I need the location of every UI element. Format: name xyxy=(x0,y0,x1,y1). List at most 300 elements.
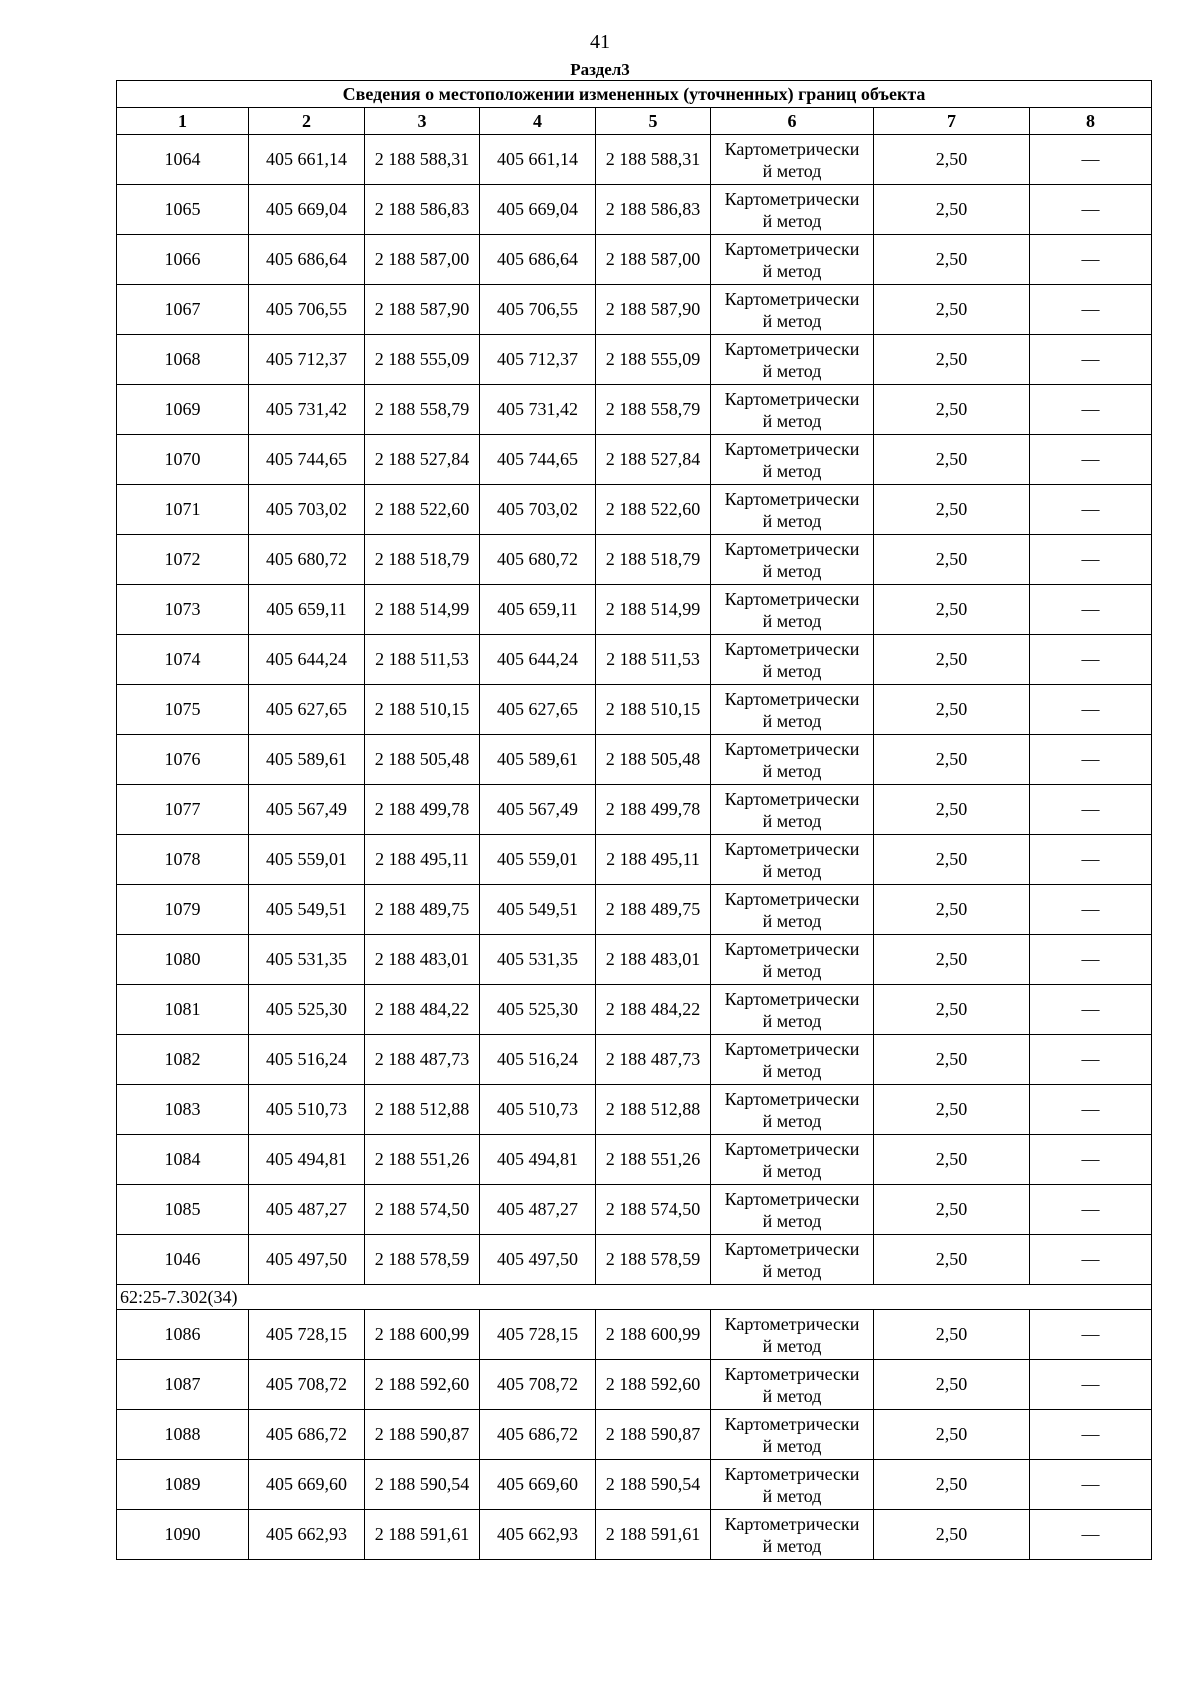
note-cell: — xyxy=(1030,185,1152,235)
coord-x-new-cell: 405 686,64 xyxy=(480,235,596,285)
method-line-1: Картометрически xyxy=(724,1088,860,1109)
coord-x-new-cell: 405 644,24 xyxy=(480,635,596,685)
note-cell: — xyxy=(1030,635,1152,685)
coord-y-new-cell: 2 188 511,53 xyxy=(596,635,711,685)
point-id-cell: 1067 xyxy=(117,285,249,335)
accuracy-cell: 2,50 xyxy=(874,835,1030,885)
method-cell xyxy=(711,935,874,985)
method-line-2: й метод xyxy=(762,1210,822,1231)
method-line-2: й метод xyxy=(762,660,822,681)
method-cell xyxy=(711,835,874,885)
note-cell: — xyxy=(1030,1185,1152,1235)
method-line-1: Картометрически xyxy=(724,538,860,559)
note-cell: — xyxy=(1030,685,1152,735)
coord-x-old-cell: 405 549,51 xyxy=(249,885,365,935)
accuracy-cell: 2,50 xyxy=(874,785,1030,835)
coord-x-new-cell: 405 744,65 xyxy=(480,435,596,485)
method-cell xyxy=(711,1410,874,1460)
column-number: 7 xyxy=(874,108,1030,135)
method-line-2: й метод xyxy=(762,1110,822,1131)
method-line-1: Картометрически xyxy=(724,1038,860,1059)
method-line-1: Картометрически xyxy=(724,138,860,159)
coord-y-old-cell: 2 188 514,99 xyxy=(365,585,480,635)
point-id-cell: 1085 xyxy=(117,1185,249,1235)
accuracy-cell: 2,50 xyxy=(874,1360,1030,1410)
coord-y-old-cell: 2 188 483,01 xyxy=(365,935,480,985)
coord-x-old-cell: 405 525,30 xyxy=(249,985,365,1035)
table-row xyxy=(117,335,1152,385)
coord-y-new-cell: 2 188 518,79 xyxy=(596,535,711,585)
point-id-cell: 1068 xyxy=(117,335,249,385)
coord-x-old-cell: 405 708,72 xyxy=(249,1360,365,1410)
method-cell xyxy=(711,635,874,685)
coord-y-new-cell: 2 188 489,75 xyxy=(596,885,711,935)
table-row xyxy=(117,785,1152,835)
accuracy-cell: 2,50 xyxy=(874,285,1030,335)
accuracy-cell: 2,50 xyxy=(874,385,1030,435)
coord-y-new-cell: 2 188 555,09 xyxy=(596,335,711,385)
method-line-2: й метод xyxy=(762,860,822,881)
point-id-cell: 1066 xyxy=(117,235,249,285)
coord-x-old-cell: 405 627,65 xyxy=(249,685,365,735)
coord-x-new-cell: 405 706,55 xyxy=(480,285,596,335)
coord-x-old-cell: 405 744,65 xyxy=(249,435,365,485)
note-cell: — xyxy=(1030,835,1152,885)
coord-y-old-cell: 2 188 578,59 xyxy=(365,1235,480,1285)
coord-x-old-cell: 405 531,35 xyxy=(249,935,365,985)
point-id-cell: 1081 xyxy=(117,985,249,1035)
accuracy-cell: 2,50 xyxy=(874,235,1030,285)
table-row xyxy=(117,1185,1152,1235)
note-cell: — xyxy=(1030,535,1152,585)
coord-x-old-cell: 405 728,15 xyxy=(249,1310,365,1360)
table-row xyxy=(117,685,1152,735)
method-cell xyxy=(711,1035,874,1085)
column-number: 2 xyxy=(249,108,365,135)
coord-y-new-cell: 2 188 574,50 xyxy=(596,1185,711,1235)
point-id-cell: 1065 xyxy=(117,185,249,235)
coord-x-old-cell: 405 559,01 xyxy=(249,835,365,885)
note-cell: — xyxy=(1030,335,1152,385)
note-cell: — xyxy=(1030,385,1152,435)
method-cell xyxy=(711,1360,874,1410)
coord-x-new-cell: 405 661,14 xyxy=(480,135,596,185)
point-id-cell: 1069 xyxy=(117,385,249,435)
coord-y-old-cell: 2 188 586,83 xyxy=(365,185,480,235)
coord-x-new-cell: 405 516,24 xyxy=(480,1035,596,1085)
method-line-2: й метод xyxy=(762,460,822,481)
table-row xyxy=(117,985,1152,1035)
method-line-2: й метод xyxy=(762,560,822,581)
method-cell xyxy=(711,235,874,285)
note-cell: — xyxy=(1030,1510,1152,1560)
point-id-cell: 1086 xyxy=(117,1310,249,1360)
table-body xyxy=(117,135,1152,1560)
coord-y-new-cell: 2 188 587,00 xyxy=(596,235,711,285)
method-line-2: й метод xyxy=(762,1535,822,1556)
coord-x-old-cell: 405 706,55 xyxy=(249,285,365,335)
coord-y-old-cell: 2 188 522,60 xyxy=(365,485,480,535)
method-line-2: й метод xyxy=(762,710,822,731)
accuracy-cell: 2,50 xyxy=(874,1085,1030,1135)
column-number-row xyxy=(117,108,1152,135)
method-line-1: Картометрически xyxy=(724,638,860,659)
coord-y-old-cell: 2 188 511,53 xyxy=(365,635,480,685)
method-line-1: Картометрически xyxy=(724,788,860,809)
column-number: 5 xyxy=(596,108,711,135)
note-cell: — xyxy=(1030,1410,1152,1460)
coord-y-new-cell: 2 188 512,88 xyxy=(596,1085,711,1135)
method-line-2: й метод xyxy=(762,310,822,331)
coord-y-new-cell: 2 188 514,99 xyxy=(596,585,711,635)
table-row xyxy=(117,285,1152,335)
note-cell: — xyxy=(1030,1235,1152,1285)
coord-x-new-cell: 405 662,93 xyxy=(480,1510,596,1560)
table-row xyxy=(117,1035,1152,1085)
method-cell xyxy=(711,385,874,435)
method-cell xyxy=(711,1310,874,1360)
point-id-cell: 1076 xyxy=(117,735,249,785)
coord-x-new-cell: 405 497,50 xyxy=(480,1235,596,1285)
coord-x-old-cell: 405 589,61 xyxy=(249,735,365,785)
point-id-cell: 1073 xyxy=(117,585,249,635)
coord-x-new-cell: 405 728,15 xyxy=(480,1310,596,1360)
coord-y-new-cell: 2 188 487,73 xyxy=(596,1035,711,1085)
table-row xyxy=(117,135,1152,185)
coord-x-new-cell: 405 549,51 xyxy=(480,885,596,935)
coord-x-old-cell: 405 567,49 xyxy=(249,785,365,835)
table-row xyxy=(117,385,1152,435)
note-cell: — xyxy=(1030,135,1152,185)
accuracy-cell: 2,50 xyxy=(874,1510,1030,1560)
coord-x-old-cell: 405 712,37 xyxy=(249,335,365,385)
coord-x-old-cell: 405 510,73 xyxy=(249,1085,365,1135)
coord-x-old-cell: 405 662,93 xyxy=(249,1510,365,1560)
coord-x-old-cell: 405 494,81 xyxy=(249,1135,365,1185)
coord-x-new-cell: 405 708,72 xyxy=(480,1360,596,1410)
table-row xyxy=(117,635,1152,685)
point-id-cell: 1082 xyxy=(117,1035,249,1085)
coord-x-old-cell: 405 686,64 xyxy=(249,235,365,285)
coord-y-new-cell: 2 188 558,79 xyxy=(596,385,711,435)
note-cell: — xyxy=(1030,1085,1152,1135)
table-caption: Сведения о местоположении измененных (уточненных) границ объекта xyxy=(117,81,1152,108)
note-cell: — xyxy=(1030,1310,1152,1360)
table-row xyxy=(117,1235,1152,1285)
method-cell xyxy=(711,435,874,485)
table-row xyxy=(117,535,1152,585)
method-cell xyxy=(711,1085,874,1135)
method-line-2: й метод xyxy=(762,1385,822,1406)
column-number: 1 xyxy=(117,108,249,135)
table-row xyxy=(117,185,1152,235)
method-line-2: й метод xyxy=(762,910,822,931)
coord-x-new-cell: 405 659,11 xyxy=(480,585,596,635)
method-line-1: Картометрически xyxy=(724,1313,860,1334)
table-row xyxy=(117,585,1152,635)
point-id-cell: 1064 xyxy=(117,135,249,185)
coord-y-old-cell: 2 188 489,75 xyxy=(365,885,480,935)
coord-x-new-cell: 405 559,01 xyxy=(480,835,596,885)
table-row xyxy=(117,435,1152,485)
table-row xyxy=(117,735,1152,785)
note-cell: — xyxy=(1030,1360,1152,1410)
method-line-1: Картометрически xyxy=(724,938,860,959)
note-cell: — xyxy=(1030,1135,1152,1185)
table-row xyxy=(117,1360,1152,1410)
method-cell xyxy=(711,985,874,1035)
coord-x-new-cell: 405 525,30 xyxy=(480,985,596,1035)
method-line-2: й метод xyxy=(762,510,822,531)
accuracy-cell: 2,50 xyxy=(874,1235,1030,1285)
point-id-cell: 1090 xyxy=(117,1510,249,1560)
method-line-1: Картометрически xyxy=(724,988,860,1009)
group-row xyxy=(117,1285,1152,1310)
coord-y-old-cell: 2 188 590,87 xyxy=(365,1410,480,1460)
note-cell: — xyxy=(1030,585,1152,635)
column-number: 8 xyxy=(1030,108,1152,135)
coord-y-new-cell: 2 188 510,15 xyxy=(596,685,711,735)
note-cell: — xyxy=(1030,235,1152,285)
coord-x-old-cell: 405 487,27 xyxy=(249,1185,365,1235)
page-number: 41 xyxy=(590,31,610,53)
method-line-1: Картометрически xyxy=(724,1413,860,1434)
accuracy-cell: 2,50 xyxy=(874,1310,1030,1360)
method-line-1: Картометрически xyxy=(724,488,860,509)
method-cell xyxy=(711,1235,874,1285)
column-number: 3 xyxy=(365,108,480,135)
method-cell xyxy=(711,1135,874,1185)
method-line-1: Картометрически xyxy=(724,688,860,709)
coord-x-old-cell: 405 703,02 xyxy=(249,485,365,535)
coord-y-old-cell: 2 188 591,61 xyxy=(365,1510,480,1560)
note-cell: — xyxy=(1030,435,1152,485)
method-line-2: й метод xyxy=(762,260,822,281)
parcel-group-label: 62:25-7.302(34) xyxy=(117,1285,1152,1310)
table-row xyxy=(117,885,1152,935)
method-cell xyxy=(711,485,874,535)
coord-y-old-cell: 2 188 518,79 xyxy=(365,535,480,585)
coord-y-new-cell: 2 188 505,48 xyxy=(596,735,711,785)
method-cell xyxy=(711,1185,874,1235)
coord-y-old-cell: 2 188 600,99 xyxy=(365,1310,480,1360)
coord-y-new-cell: 2 188 483,01 xyxy=(596,935,711,985)
method-cell xyxy=(711,735,874,785)
point-id-cell: 1078 xyxy=(117,835,249,885)
coord-x-new-cell: 405 731,42 xyxy=(480,385,596,435)
accuracy-cell: 2,50 xyxy=(874,535,1030,585)
method-line-1: Картометрически xyxy=(724,888,860,909)
accuracy-cell: 2,50 xyxy=(874,1135,1030,1185)
coord-y-old-cell: 2 188 587,00 xyxy=(365,235,480,285)
note-cell: — xyxy=(1030,985,1152,1035)
point-id-cell: 1074 xyxy=(117,635,249,685)
method-line-2: й метод xyxy=(762,760,822,781)
method-line-2: й метод xyxy=(762,1160,822,1181)
coord-x-new-cell: 405 686,72 xyxy=(480,1410,596,1460)
point-id-cell: 1077 xyxy=(117,785,249,835)
table-row xyxy=(117,1135,1152,1185)
point-id-cell: 1087 xyxy=(117,1360,249,1410)
method-line-1: Картометрически xyxy=(724,338,860,359)
accuracy-cell: 2,50 xyxy=(874,185,1030,235)
point-id-cell: 1083 xyxy=(117,1085,249,1135)
coord-y-old-cell: 2 188 527,84 xyxy=(365,435,480,485)
coord-y-old-cell: 2 188 495,11 xyxy=(365,835,480,885)
coord-y-old-cell: 2 188 484,22 xyxy=(365,985,480,1035)
point-id-cell: 1071 xyxy=(117,485,249,535)
coord-x-new-cell: 405 567,49 xyxy=(480,785,596,835)
note-cell: — xyxy=(1030,285,1152,335)
coord-x-old-cell: 405 731,42 xyxy=(249,385,365,435)
coord-y-new-cell: 2 188 522,60 xyxy=(596,485,711,535)
coord-x-new-cell: 405 703,02 xyxy=(480,485,596,535)
method-cell xyxy=(711,135,874,185)
point-id-cell: 1075 xyxy=(117,685,249,735)
point-id-cell: 1080 xyxy=(117,935,249,985)
method-line-1: Картометрически xyxy=(724,388,860,409)
point-id-cell: 1088 xyxy=(117,1410,249,1460)
coord-x-new-cell: 405 510,73 xyxy=(480,1085,596,1135)
method-line-2: й метод xyxy=(762,1485,822,1506)
coord-y-new-cell: 2 188 578,59 xyxy=(596,1235,711,1285)
method-line-2: й метод xyxy=(762,410,822,431)
accuracy-cell: 2,50 xyxy=(874,635,1030,685)
coord-x-new-cell: 405 669,60 xyxy=(480,1460,596,1510)
method-cell xyxy=(711,335,874,385)
method-line-1: Картометрически xyxy=(724,238,860,259)
method-line-2: й метод xyxy=(762,960,822,981)
coord-y-new-cell: 2 188 600,99 xyxy=(596,1310,711,1360)
method-line-1: Картометрически xyxy=(724,188,860,209)
point-id-cell: 1084 xyxy=(117,1135,249,1185)
method-line-2: й метод xyxy=(762,1260,822,1281)
coord-x-old-cell: 405 644,24 xyxy=(249,635,365,685)
column-number: 4 xyxy=(480,108,596,135)
note-cell: — xyxy=(1030,785,1152,835)
method-line-1: Картометрически xyxy=(724,588,860,609)
coord-y-old-cell: 2 188 590,54 xyxy=(365,1460,480,1510)
coord-y-new-cell: 2 188 527,84 xyxy=(596,435,711,485)
coord-x-old-cell: 405 669,60 xyxy=(249,1460,365,1510)
table-row xyxy=(117,1510,1152,1560)
method-line-2: й метод xyxy=(762,1435,822,1456)
coord-y-old-cell: 2 188 588,31 xyxy=(365,135,480,185)
coord-x-old-cell: 405 516,24 xyxy=(249,1035,365,1085)
note-cell: — xyxy=(1030,1460,1152,1510)
coord-y-old-cell: 2 188 555,09 xyxy=(365,335,480,385)
coord-y-old-cell: 2 188 574,50 xyxy=(365,1185,480,1235)
coord-y-new-cell: 2 188 495,11 xyxy=(596,835,711,885)
coord-y-new-cell: 2 188 484,22 xyxy=(596,985,711,1035)
note-cell: — xyxy=(1030,735,1152,785)
method-line-1: Картометрически xyxy=(724,1513,860,1534)
accuracy-cell: 2,50 xyxy=(874,935,1030,985)
coord-y-new-cell: 2 188 588,31 xyxy=(596,135,711,185)
coord-x-old-cell: 405 686,72 xyxy=(249,1410,365,1460)
table-row xyxy=(117,1085,1152,1135)
coord-y-new-cell: 2 188 586,83 xyxy=(596,185,711,235)
method-cell xyxy=(711,685,874,735)
coord-x-new-cell: 405 712,37 xyxy=(480,335,596,385)
note-cell: — xyxy=(1030,935,1152,985)
method-line-2: й метод xyxy=(762,210,822,231)
method-line-1: Картометрически xyxy=(724,438,860,459)
coord-y-old-cell: 2 188 512,88 xyxy=(365,1085,480,1135)
point-id-cell: 1079 xyxy=(117,885,249,935)
accuracy-cell: 2,50 xyxy=(874,735,1030,785)
table-row xyxy=(117,1310,1152,1360)
method-line-1: Картометрически xyxy=(724,1463,860,1484)
coord-x-new-cell: 405 494,81 xyxy=(480,1135,596,1185)
method-line-2: й метод xyxy=(762,810,822,831)
coord-x-new-cell: 405 680,72 xyxy=(480,535,596,585)
table-row xyxy=(117,835,1152,885)
coord-y-old-cell: 2 188 499,78 xyxy=(365,785,480,835)
coord-y-old-cell: 2 188 487,73 xyxy=(365,1035,480,1085)
coord-y-old-cell: 2 188 505,48 xyxy=(365,735,480,785)
accuracy-cell: 2,50 xyxy=(874,435,1030,485)
coord-y-new-cell: 2 188 590,87 xyxy=(596,1410,711,1460)
accuracy-cell: 2,50 xyxy=(874,1185,1030,1235)
accuracy-cell: 2,50 xyxy=(874,335,1030,385)
table-row xyxy=(117,235,1152,285)
method-cell xyxy=(711,785,874,835)
coord-y-old-cell: 2 188 587,90 xyxy=(365,285,480,335)
accuracy-cell: 2,50 xyxy=(874,885,1030,935)
table-row xyxy=(117,485,1152,535)
method-line-2: й метод xyxy=(762,1060,822,1081)
coord-y-new-cell: 2 188 551,26 xyxy=(596,1135,711,1185)
coord-y-old-cell: 2 188 510,15 xyxy=(365,685,480,735)
coord-y-old-cell: 2 188 551,26 xyxy=(365,1135,480,1185)
method-line-1: Картометрически xyxy=(724,288,860,309)
point-id-cell: 1089 xyxy=(117,1460,249,1510)
method-line-1: Картометрически xyxy=(724,1138,860,1159)
table-row xyxy=(117,935,1152,985)
point-id-cell: 1070 xyxy=(117,435,249,485)
coord-x-old-cell: 405 659,11 xyxy=(249,585,365,635)
method-cell xyxy=(711,1510,874,1560)
method-line-2: й метод xyxy=(762,360,822,381)
method-line-2: й метод xyxy=(762,160,822,181)
coord-y-old-cell: 2 188 558,79 xyxy=(365,385,480,435)
coord-x-new-cell: 405 627,65 xyxy=(480,685,596,735)
coord-x-old-cell: 405 497,50 xyxy=(249,1235,365,1285)
method-line-1: Картометрически xyxy=(724,1188,860,1209)
coord-x-new-cell: 405 669,04 xyxy=(480,185,596,235)
point-id-cell: 1072 xyxy=(117,535,249,585)
method-line-1: Картометрически xyxy=(724,838,860,859)
method-cell xyxy=(711,1460,874,1510)
method-line-2: й метод xyxy=(762,610,822,631)
coord-x-new-cell: 405 531,35 xyxy=(480,935,596,985)
coord-x-old-cell: 405 661,14 xyxy=(249,135,365,185)
method-cell xyxy=(711,535,874,585)
table-caption-row xyxy=(117,81,1152,108)
accuracy-cell: 2,50 xyxy=(874,135,1030,185)
coordinates-table xyxy=(116,80,1152,1560)
method-line-2: й метод xyxy=(762,1010,822,1031)
note-cell: — xyxy=(1030,1035,1152,1085)
method-line-1: Картометрически xyxy=(724,1238,860,1259)
note-cell: — xyxy=(1030,885,1152,935)
method-cell xyxy=(711,285,874,335)
method-cell xyxy=(711,185,874,235)
coord-y-old-cell: 2 188 592,60 xyxy=(365,1360,480,1410)
table-row xyxy=(117,1410,1152,1460)
method-line-1: Картометрически xyxy=(724,738,860,759)
